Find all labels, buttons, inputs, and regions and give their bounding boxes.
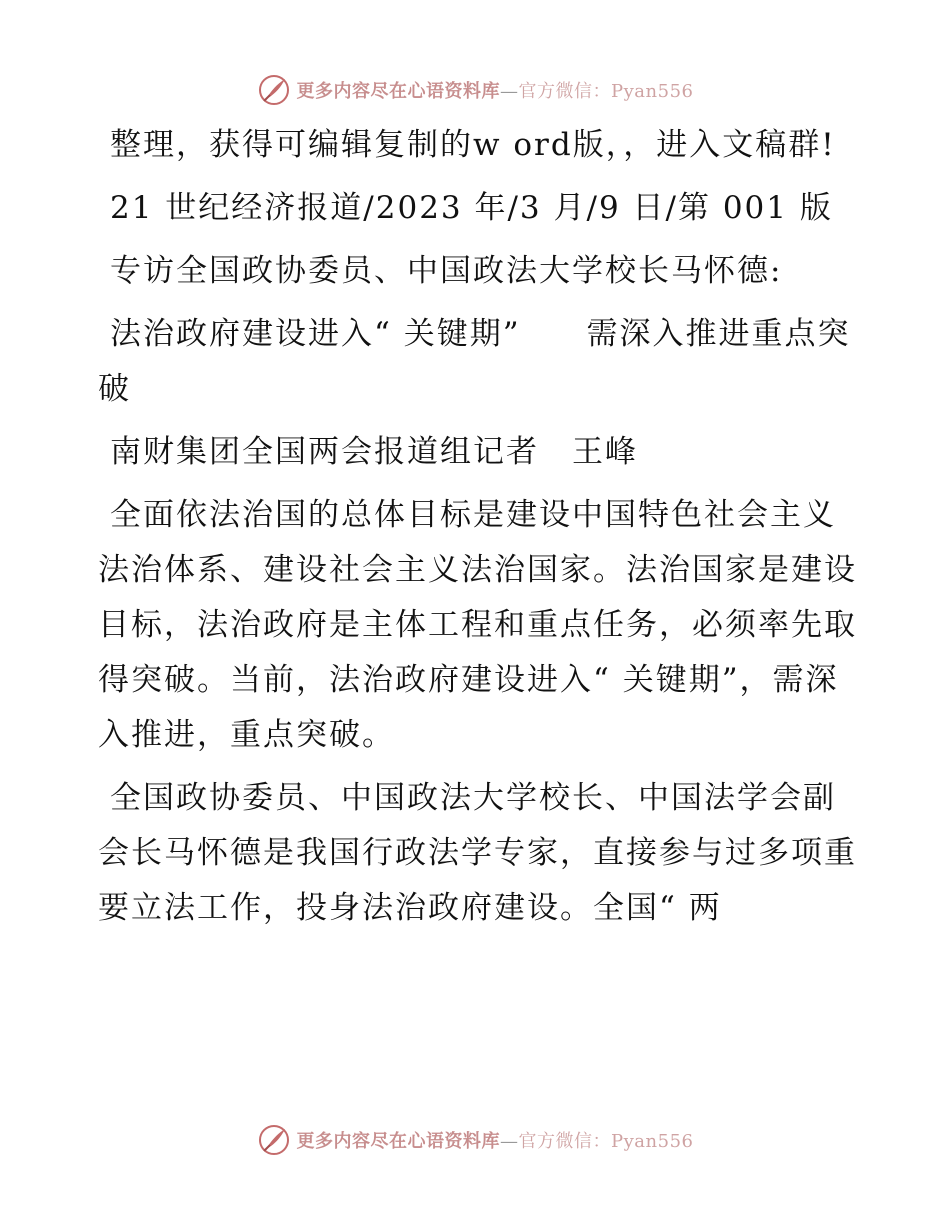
feather-pen-logo-icon (257, 73, 291, 107)
byline: 南财集团全国两会报道组记者 王峰 (110, 434, 638, 470)
body-paragraph: 全面依法治国的总体目标是建设中国特色社会主义法治体系、建设社会主义法治国家。法治国家是建设目标，法治政府是主体工程和重点任务，必须率先取得突破。当前，法治政府建设进入“ 关键期”，需深入推进，重点突破。 (98, 497, 857, 753)
watermark-site-text: 更多内容尽在心语资料库 (296, 81, 501, 102)
watermark-separator: — (500, 81, 519, 102)
header-watermark (0, 70, 950, 110)
footer-watermark (0, 1120, 950, 1160)
intro-note: 整理，获得可编辑复制的w ord版，，进入文稿群! (110, 127, 836, 163)
article-headline: 法治政府建设进入“ 关键期” 需深入推进重点突破 (98, 316, 851, 407)
watermark-separator: — (500, 1131, 519, 1152)
document-body (98, 118, 858, 936)
watermark-site-text: 更多内容尽在心语资料库 (296, 1131, 501, 1152)
feather-pen-logo-icon (257, 1123, 291, 1157)
interview-title: 专访全国政协委员、中国政法大学校长马怀德: (110, 253, 783, 289)
body-paragraph: 全国政协委员、中国政法大学校长、中国法学会副会长马怀德是我国行政法学专家，直接参与过多项重要立法工作，投身法治政府建设。全国“ 两 (98, 780, 857, 926)
watermark-wechat-text: 官方微信：Pyan556 (518, 1131, 694, 1152)
source-line: 21 世纪经济报道/2023 年/3 月/9 日/第 001 版 (110, 190, 833, 226)
watermark-wechat-text: 官方微信：Pyan556 (518, 81, 694, 102)
